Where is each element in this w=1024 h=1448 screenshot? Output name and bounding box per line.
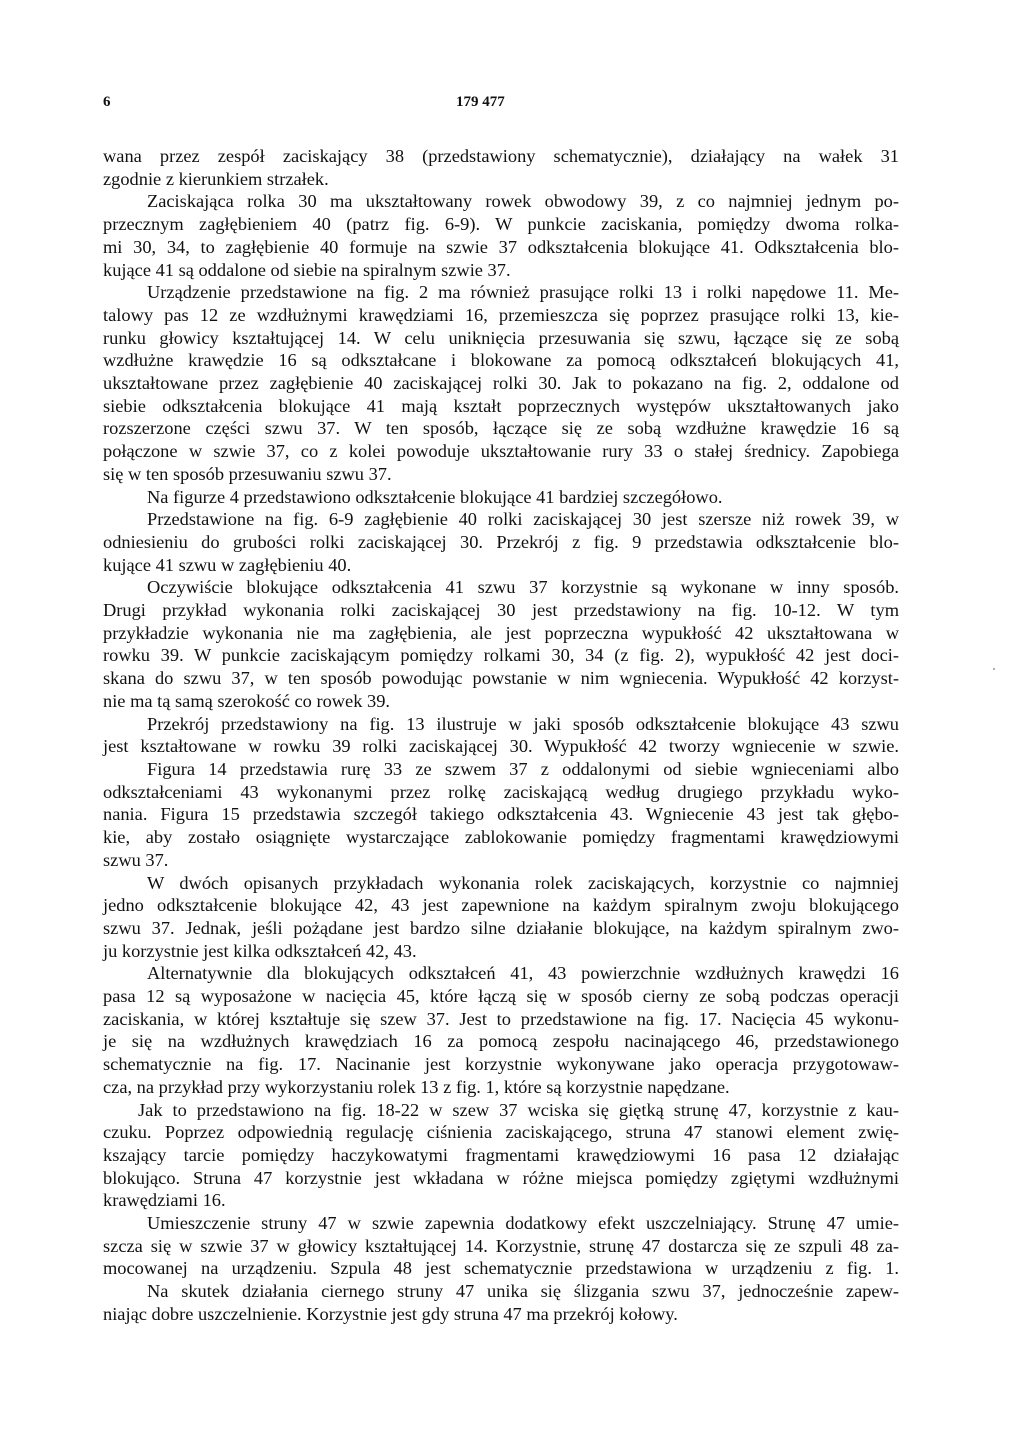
page-number: 6 <box>103 94 111 110</box>
text-line: się w ten sposób przesuwaniu szwu 37. <box>103 463 392 484</box>
text-line: Na skutek działania ciernego struny 47 unika się ślizgania szwu 37, jednocześnie zapew- <box>147 1281 899 1302</box>
patent-number: 179 477 <box>456 94 505 110</box>
text-line: siebie odkształcenia blokujące 41 mają kształt poprzecznych występów ukształtowanych jako <box>103 395 899 416</box>
text-line: rozszerzone części szwu 37. W ten sposób, łączące się ze sobą wzdłużne krawędzie 16 są <box>103 418 899 439</box>
text-line: odkształceniami 43 wykonanymi przez rolkę zaciskającą według drugiego przykładu wyko- <box>103 781 899 802</box>
text-line: kie, aby zostało osiągnięte wystarczające zablokowanie pomiędzy fragmentami krawędziowymi <box>103 827 899 848</box>
text-line: Przekrój przedstawiony na fig. 13 ilustruje w jaki sposób odkształcenie blokujące 43 szwu <box>147 713 899 734</box>
text-line: zaciskania, w której kształtuje się szew 37. Jest to przedstawione na fig. 17. Nacięcia 45 wykonu- <box>103 1008 899 1029</box>
text-line: skana do szwu 37, w ten sposób powodując powstanie w nim wgniecenia. Wypukłość 42 korzyst- <box>103 668 899 689</box>
text-line: Zaciskająca rolka 30 ma ukształtowany rowek obwodowy 39, z co najmniej jednym po- <box>147 191 899 212</box>
body-text <box>103 145 899 1326</box>
text-line: runku głowicy kształtującej 14. W celu uniknięcia przesuwania się szwu, łączące się ze sobą <box>103 327 899 348</box>
text-line: przecznym zagłębieniem 40 (patrz fig. 6-9). W punkcie zaciskania, pomiędzy dwoma rolka- <box>103 214 899 235</box>
text-line: czuku. Poprzez odpowiednią regulację ciśnienia zaciskającego, struna 47 stanowi element zwię- <box>103 1122 899 1143</box>
text-line: niając dobre uszczelnienie. Korzystnie jest gdy struna 47 ma przekrój kołowy. <box>103 1303 678 1324</box>
text-line: Umieszczenie struny 47 w szwie zapewnia dodatkowy efekt uszczelniający. Strunę 47 umie- <box>147 1213 899 1234</box>
text-line: nania. Figura 15 przedstawia szczegół takiego odkształcenia 43. Wgniecenie 43 jest tak głębo- <box>103 804 899 825</box>
text-line: Urządzenie przedstawione na fig. 2 ma również prasujące rolki 13 i rolki napędowe 11. Me- <box>147 282 899 303</box>
text-line: szcza się w szwie 37 w głowicy kształtującej 14. Korzystnie, strunę 47 dostarcza się ze szpuli 48 za- <box>103 1235 899 1256</box>
text-line: nie ma tą samą szerokość co rowek 39. <box>103 690 390 711</box>
text-line: zgodnie z kierunkiem strzałek. <box>103 168 329 189</box>
text-line: wana przez zespół zaciskający 38 (przedstawiony schematycznie), działający na wałek 31 <box>103 146 899 166</box>
text-line: szwu 37. <box>103 849 169 870</box>
text-line: kujące 41 są oddalone od siebie na spiralnym szwie 37. <box>103 259 511 280</box>
text-line: przykładzie wykonania nie ma zagłębienia, ale jest poprzeczna wypukłość 42 ukształtowana w <box>103 622 899 643</box>
text-line: talowy pas 12 ze wzdłużnymi krawędziami 16, przemieszcza się poprzez prasujące rolki 13, kie- <box>103 304 899 325</box>
text-line: pasa 12 są wyposażone w nacięcia 45, które łączą się w sposób cierny ze sobą podczas operacji <box>103 986 899 1007</box>
text-line: Na figurze 4 przedstawiono odkształcenie blokujące 41 bardziej szczegółowo. <box>147 486 723 507</box>
text-line: szwu 37. Jednak, jeśli pożądane jest bardzo silne działanie blokujące, na każdym spiralnym zwo- <box>103 917 899 938</box>
text-line: W dwóch opisanych przykładach wykonania rolek zaciskających, korzystnie co najmniej <box>147 872 899 893</box>
text-line: mocowanej na urządzeniu. Szpula 48 jest schematycznie przedstawiona w urządzeniu z fig. 1. <box>103 1258 899 1279</box>
text-line: Drugi przykład wykonania rolki zaciskającej 30 jest przedstawiony na fig. 10-12. W tym <box>103 600 899 621</box>
text-line: krawędziami 16. <box>103 1190 226 1211</box>
scan-speck <box>993 668 995 670</box>
text-line: je się na wzdłużnych krawędziach 16 za pomocą zespołu nacinającego 46, przedstawionego <box>103 1031 899 1052</box>
text-line: rowku 39. W punkcie zaciskającym pomiędzy rolkami 30, 34 (z fig. 2), wypukłość 42 jest doci- <box>103 645 899 666</box>
text-line: Przedstawione na fig. 6-9 zagłębienie 40 rolki zaciskającej 30 jest szersze niż rowek 39, w <box>147 509 899 530</box>
text-line: kujące 41 szwu w zagłębieniu 40. <box>103 554 352 575</box>
text-line: jest kształtowane w rowku 39 rolki zaciskającej 30. Wypukłość 42 tworzy wgniecenie w szwie. <box>103 736 899 757</box>
text-line: Oczywiście blokujące odkształcenia 41 szwu 37 korzystnie są wykonane w inny sposób. <box>147 577 899 598</box>
text-line: ju korzystnie jest kilka odkształceń 42, 43. <box>103 940 417 961</box>
text-line: połączone w szwie 37, co z kolei powoduje ukształtowanie rury 33 o stałej średnicy. Zapobiega <box>103 441 899 462</box>
text-line: schematycznie na fig. 17. Nacinanie jest korzystnie wykonywane jako operacja przygotowaw- <box>103 1054 899 1075</box>
text-line: odniesieniu do grubości rolki zaciskającej 30. Przekrój z fig. 9 przedstawia odkształcenie blo- <box>103 531 899 552</box>
text-line: Figura 14 przedstawia rurę 33 ze szwem 37 z oddalonymi od siebie wgnieceniami albo <box>147 758 899 779</box>
text-line: kszający tarcie pomiędzy haczykowatymi fragmentami krawędziowymi 16 pasa 12 działając <box>103 1144 899 1165</box>
text-line: blokująco. Struna 47 korzystnie jest wkładana w różne miejsca pomiędzy zgiętymi wzdłużnymi <box>103 1167 899 1188</box>
text-line: Alternatywnie dla blokujących odkształceń 41, 43 powierzchnie wzdłużnych krawędzi 16 <box>147 963 899 984</box>
text-line: Jak to przedstawiono na fig. 18-22 w szew 37 wciska się giętką strunę 47, korzystnie z kau- <box>138 1099 899 1120</box>
text-line: mi 30, 34, to zagłębienie 40 formuje na szwie 37 odkształcenia blokujące 41. Odkształcenia blo- <box>103 236 899 257</box>
text-line: wzdłużne krawędzie 16 są odkształcane i blokowane za pomocą odkształceń blokujących 41, <box>103 350 899 371</box>
text-line: cza, na przykład przy wykorzystaniu rolek 13 z fig. 1, które są korzystnie napędzane. <box>103 1076 730 1097</box>
text-line: jedno odkształcenie blokujące 42, 43 jest zapewnione na każdym spiralnym zwoju blokującego <box>103 895 899 916</box>
text-line: ukształtowane przez zagłębienie 40 zaciskającej rolki 30. Jak to pokazano na fig. 2, oddalone od <box>103 373 899 394</box>
